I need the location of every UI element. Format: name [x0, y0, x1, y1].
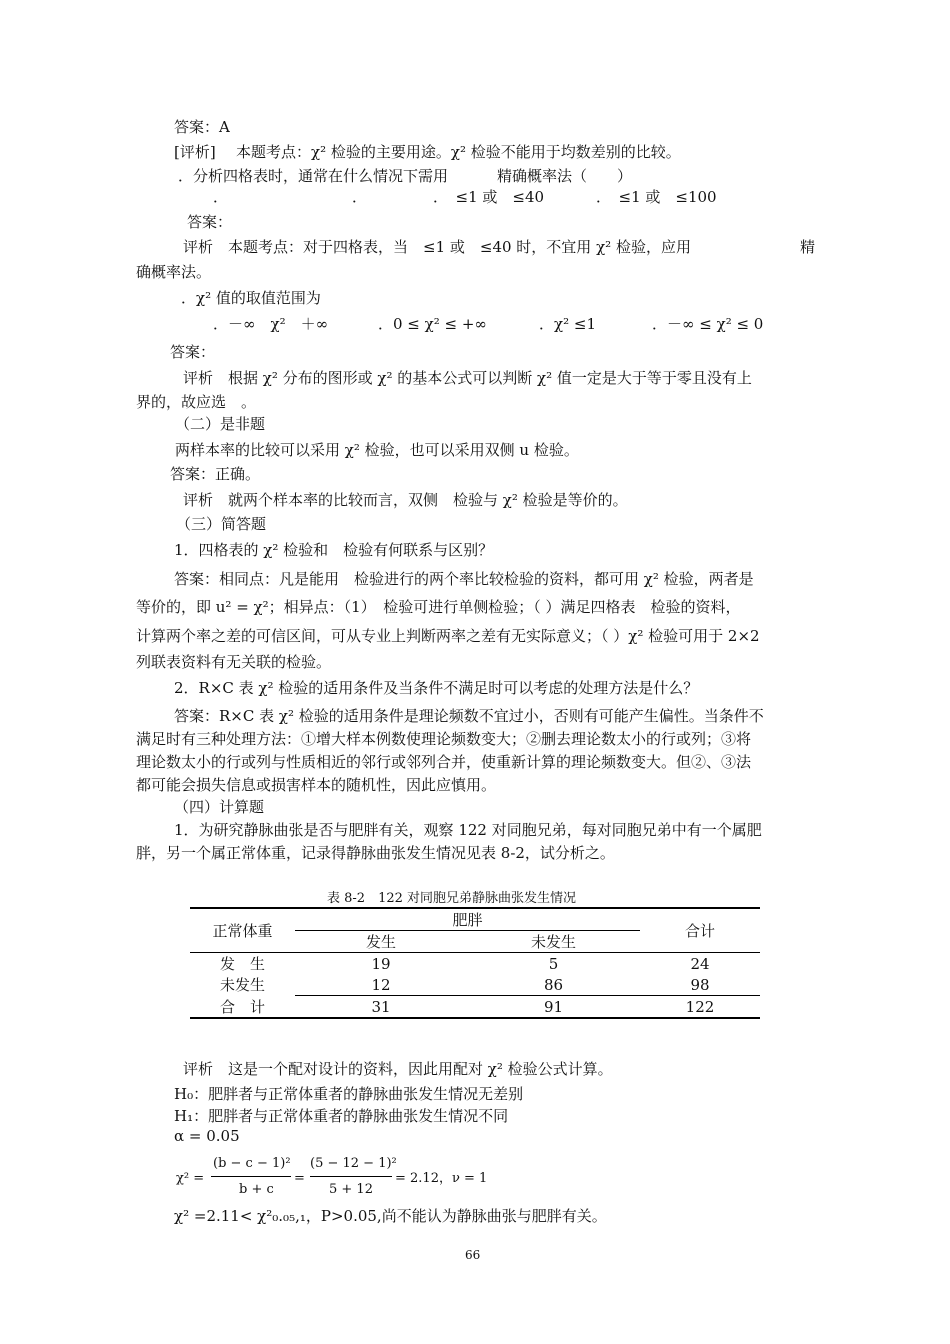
page-number: 66 — [465, 1248, 481, 1262]
subheader-not-occurred: 未发生 — [530, 933, 576, 951]
formula-equals: = — [294, 1171, 305, 1186]
formula-2-bar — [310, 1176, 392, 1177]
eval-1-tag: [评析] — [174, 143, 216, 161]
cell: 98 — [690, 975, 710, 994]
formula-1-numerator: (b − c − 1)² — [213, 1156, 291, 1171]
short-answer-2-line-2: 满足时有三种处理方法：①增大样本例数使理论频数变大；②删去理论数太小的行或列；③将 — [136, 730, 752, 748]
range-option-a: ．－∞ χ² ＋∞ — [213, 315, 329, 333]
short-answer-1-line-2: 等价的，即 u² = χ²；相异点：（1） 检验可进行单侧检验；（ ）满足四格表 检验的资料， — [136, 598, 741, 616]
short-answer-2-question: 2．R×C 表 χ² 检验的适用条件及当条件不满足时可以考虑的处理方法是什么？ — [174, 679, 699, 697]
cell: 24 — [640, 953, 760, 975]
header-total: 合计 — [640, 908, 760, 953]
formula-1-bar — [211, 1176, 291, 1177]
alpha-level: α = 0.05 — [174, 1127, 240, 1145]
hypothesis-h0: H₀：肥胖者与正常体重者的静脉曲张发生情况无差别 — [174, 1085, 524, 1103]
row-label: 发 生 — [190, 953, 295, 975]
formula-result: = 2.12，ν = 1 — [395, 1171, 488, 1186]
chi-square-symbol: χ² = — [176, 1171, 205, 1186]
short-answer-2-line-4: 都可能会损失信息或损害样本的随机性，因此应慎用。 — [136, 776, 497, 794]
table-caption: 表 8-2 122 对同胞兄弟静脉曲张发生情况 — [327, 891, 577, 906]
short-answer-1-line-4: 列联表资料有无关联的检验。 — [136, 653, 332, 671]
section-short-answer: （三）简答题 — [176, 515, 267, 533]
short-answer-2-line-1: 答案：R×C 表 χ² 检验的适用条件是理论频数不宜过小，否则有可能产生偏性。当条件不 — [174, 707, 764, 725]
eval-2-line-2: 确概率法。 — [136, 263, 212, 281]
data-table — [190, 907, 760, 1019]
short-answer-1-line-1: 答案：相同点：凡是能用 检验进行的两个率比较检验的资料，都可用 χ² 检验，两者是 — [174, 570, 754, 588]
option-c: ． ≤1 或 ≤40 — [433, 188, 545, 206]
option-a: ． — [213, 188, 229, 206]
row-label: 未发生 — [219, 976, 265, 995]
cell: 5 — [467, 953, 640, 975]
calc-eval: 评析 这是一个配对设计的资料，因此用配对 χ² 检验公式计算。 — [183, 1060, 613, 1078]
question-fisher: ．分析四格表时，通常在什么情况下需用 — [178, 167, 449, 185]
conclusion: χ² =2.11< χ²₀.₀₅,₁，P>0.05,尚不能认为静脉曲张与肥胖有关。 — [174, 1207, 607, 1225]
answer-1: 答案：A — [174, 118, 230, 136]
cell: 86 — [543, 975, 564, 994]
cell: 122 — [640, 996, 760, 1019]
short-answer-2-line-3: 理论数太小的行或列与性质相近的邻行或邻列合并，使重新计算的理论频数变大。但②、③法 — [136, 753, 752, 771]
calc-question-line-2: 胖，另一个属正常体重，记录得静脉曲张发生情况见表 8-2，试分析之。 — [136, 844, 615, 862]
eval-3-line-2: 界的，故应选 。 — [136, 393, 257, 411]
cell: 91 — [467, 996, 640, 1019]
header-obese: 肥胖 — [295, 908, 640, 931]
row-label: 合 计 — [190, 996, 295, 1019]
range-option-d: ．－∞ ≤ χ² ≤ 0 — [652, 315, 764, 333]
section-true-false: （二）是非题 — [175, 415, 266, 433]
cell: 31 — [295, 996, 467, 1019]
option-d: ． ≤1 或 ≤100 — [596, 188, 717, 206]
header-normal-weight: 正常体重 — [190, 908, 295, 953]
true-false-eval: 评析 就两个样本率的比较而言，双侧 检验与 χ² 检验是等价的。 — [183, 491, 628, 509]
cell: 19 — [295, 953, 467, 975]
answer-2: 答案： — [187, 213, 233, 231]
cell: 12 — [371, 975, 391, 994]
true-false-question: 两样本率的比较可以采用 χ² 检验，也可以采用双侧 u 检验。 — [175, 441, 579, 459]
question-fisher-method: 精确概率法（ ） — [497, 167, 633, 185]
eval-3-line-1: 评析 根据 χ² 分布的图形或 χ² 的基本公式可以判断 χ² 值一定是大于等于零且没有上 — [183, 369, 752, 387]
section-calculation: （四）计算题 — [174, 798, 265, 816]
formula-2-numerator: (5 − 12 − 1)² — [310, 1156, 397, 1171]
range-option-b: ．0 ≤ χ² ≤ +∞ — [378, 315, 487, 333]
answer-3: 答案： — [170, 343, 216, 361]
option-b: ． — [352, 188, 368, 206]
short-answer-1-question: 1．四格表的 χ² 检验和 检验有何联系与区别？ — [174, 541, 494, 559]
eval-1-text: 本题考点：χ² 检验的主要用途。χ² 检验不能用于均数差别的比较。 — [236, 143, 681, 161]
subheader-occurred: 发生 — [365, 933, 396, 951]
range-option-c: ．χ² ≤1 — [539, 315, 596, 333]
true-false-answer: 答案：正确。 — [170, 465, 261, 483]
question-range: ．χ² 值的取值范围为 — [181, 289, 321, 307]
eval-2-trailing: 精 — [800, 238, 816, 256]
formula-1-denominator: b + c — [239, 1182, 274, 1197]
eval-2-line-1: 评析 本题考点：对于四格表，当 ≤1 或 ≤40 时，不宜用 χ² 检验，应用 — [183, 238, 691, 256]
short-answer-1-line-3: 计算两个率之差的可信区间，可从专业上判断两率之差有无实际意义；（ ）χ² 检验可用于 2×2 — [136, 627, 760, 645]
hypothesis-h1: H₁：肥胖者与正常体重者的静脉曲张发生情况不同 — [174, 1107, 509, 1125]
calc-question-line-1: 1．为研究静脉曲张是否与肥胖有关，观察 122 对同胞兄弟，每对同胞兄弟中有一个属肥 — [174, 821, 762, 839]
formula-2-denominator: 5 + 12 — [329, 1182, 373, 1197]
